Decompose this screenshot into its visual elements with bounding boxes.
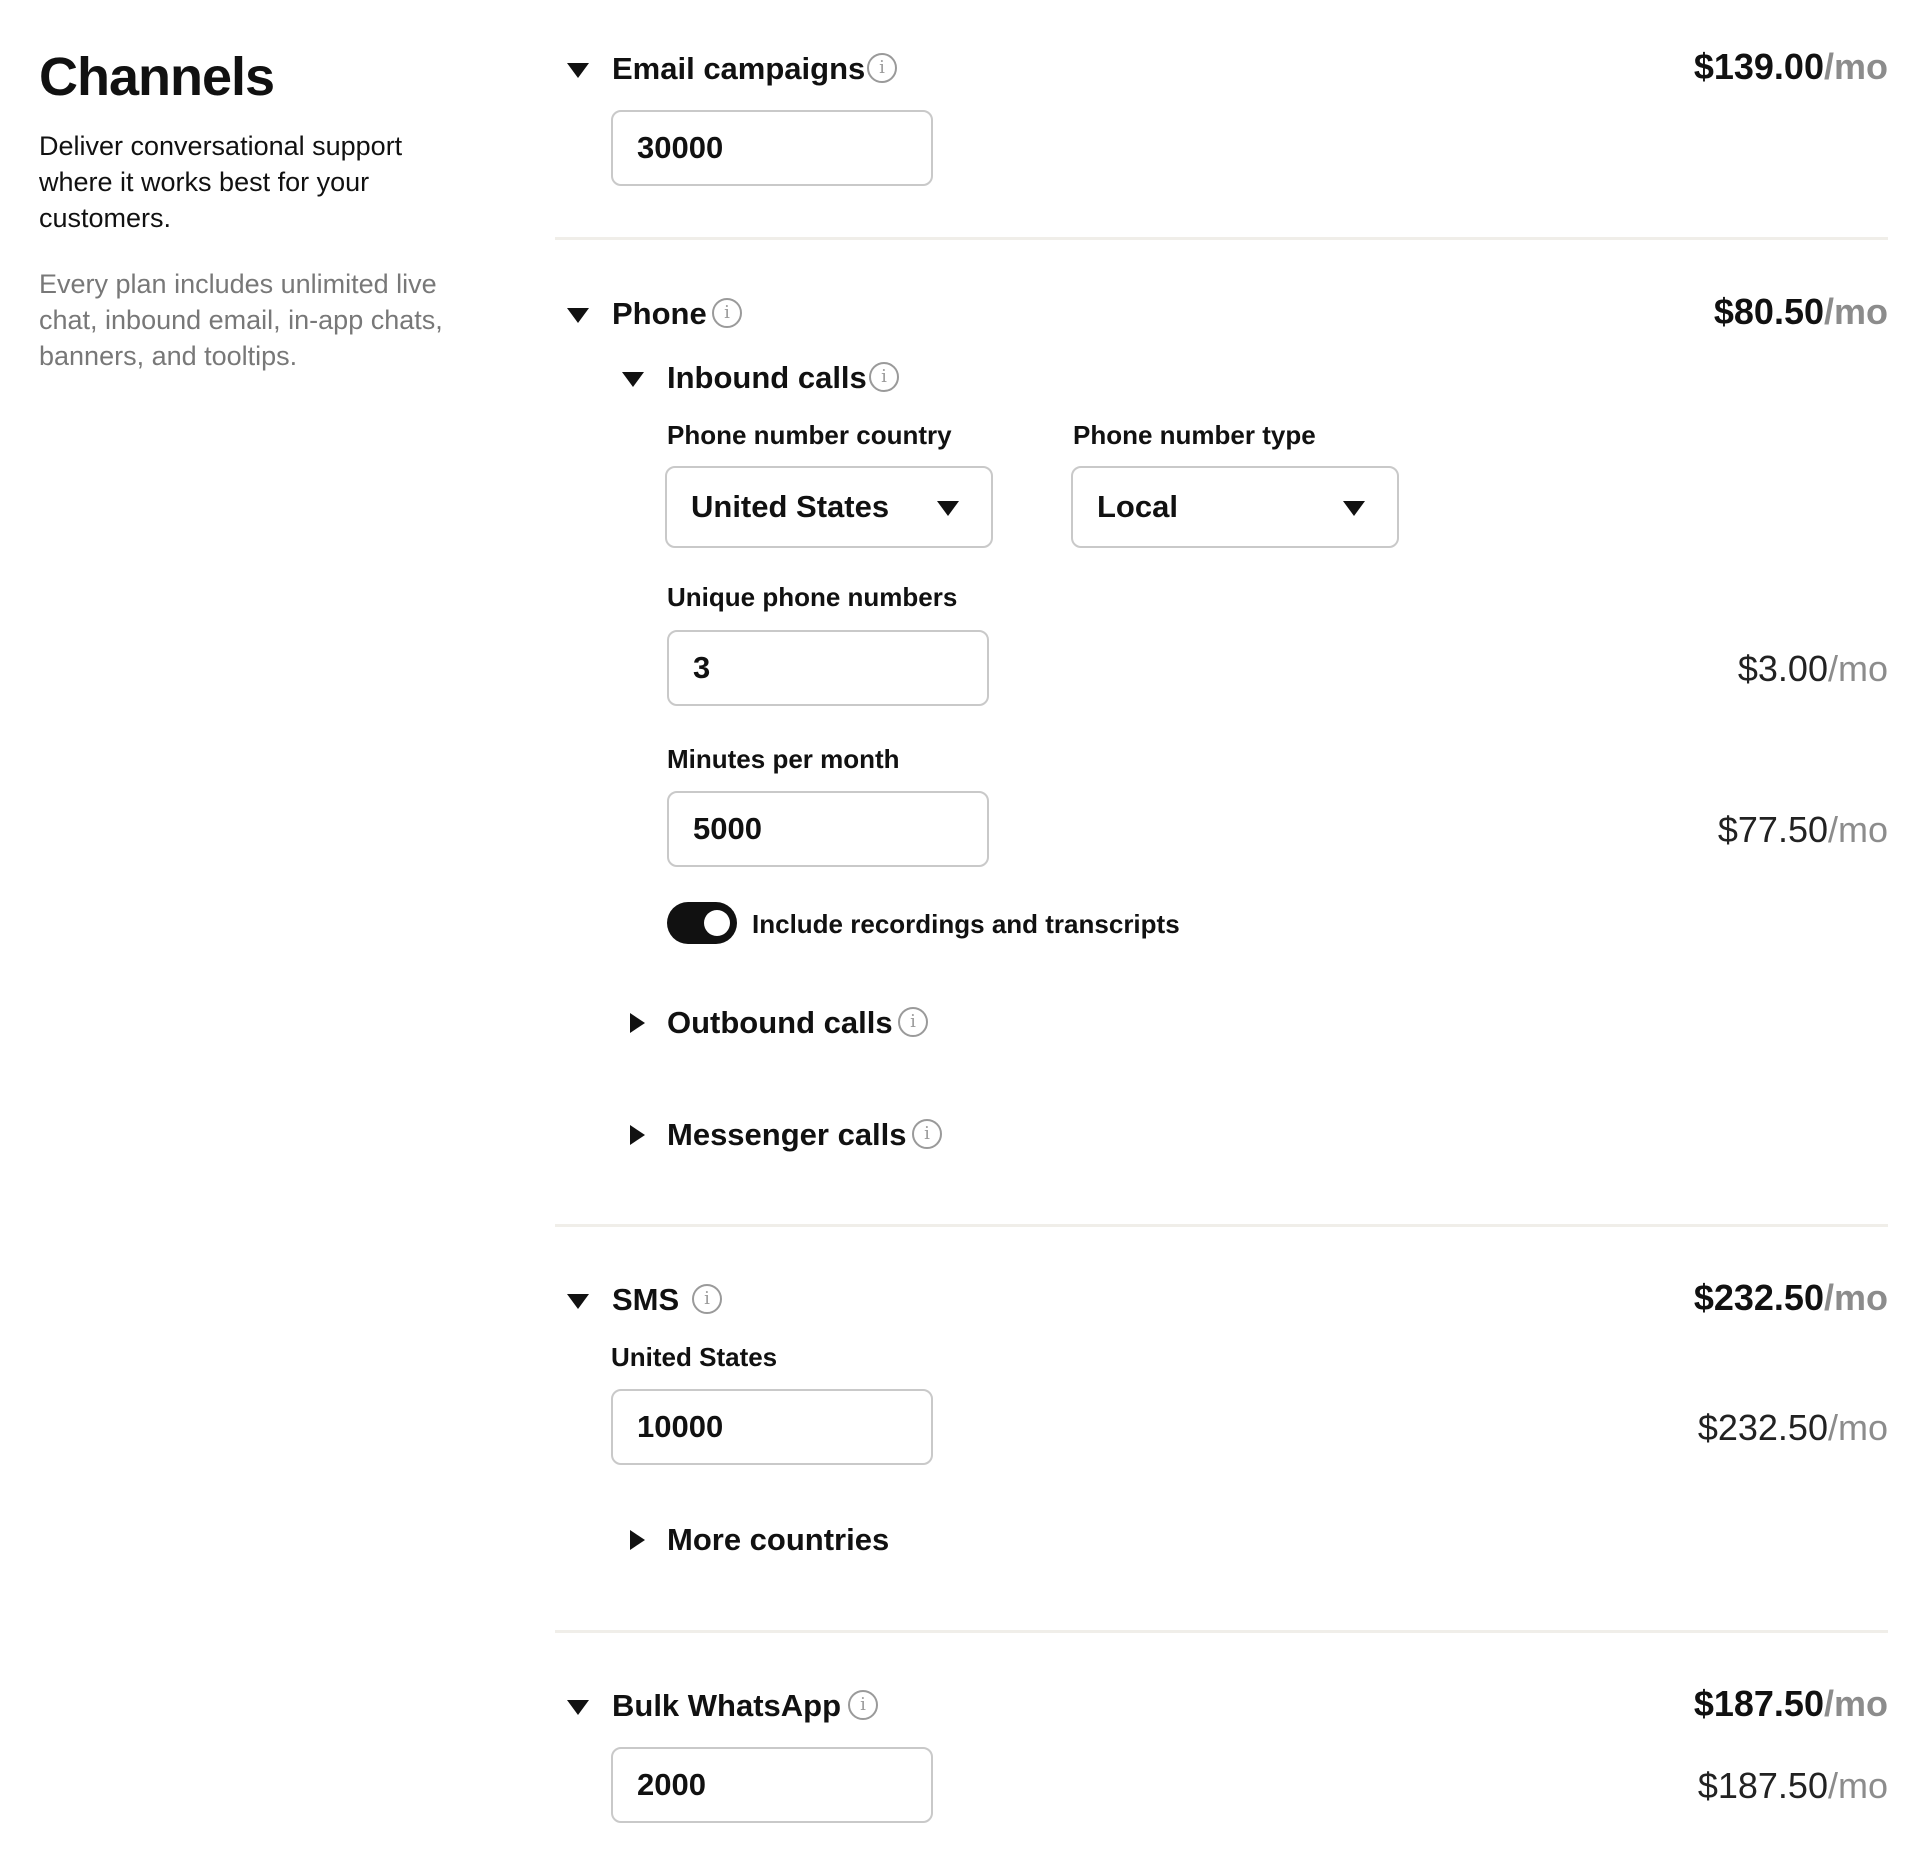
collapse-phone-icon[interactable] bbox=[567, 308, 589, 323]
sms-quantity-input[interactable]: 10000 bbox=[611, 1389, 933, 1465]
minutes-label: Minutes per month bbox=[667, 744, 900, 774]
phone-type-label: Phone number type bbox=[1073, 420, 1316, 450]
sidebar-description: Deliver conversational support where it works best for your customers. bbox=[39, 131, 403, 233]
collapse-inbound-icon[interactable] bbox=[622, 372, 644, 387]
more-countries-link[interactable]: More countries bbox=[667, 1522, 890, 1557]
section-divider bbox=[555, 1224, 1888, 1227]
sms-info-icon[interactable]: i bbox=[692, 1284, 722, 1314]
whatsapp-price: $187.50/mo bbox=[1693, 1683, 1888, 1724]
toggle-knob bbox=[704, 910, 730, 936]
unique-numbers-label: Unique phone numbers bbox=[667, 582, 958, 612]
recordings-toggle[interactable] bbox=[667, 902, 737, 944]
collapse-whatsapp-icon[interactable] bbox=[567, 1700, 589, 1715]
messenger-calls-title[interactable]: Messenger calls bbox=[667, 1117, 907, 1152]
whatsapp-quantity-input[interactable]: 2000 bbox=[611, 1747, 933, 1823]
collapse-email-icon[interactable] bbox=[567, 63, 589, 78]
outbound-calls-title[interactable]: Outbound calls bbox=[667, 1005, 893, 1040]
chevron-down-icon bbox=[937, 501, 959, 516]
unique-numbers-input[interactable]: 3 bbox=[667, 630, 989, 706]
phone-country-label: Phone number country bbox=[667, 420, 952, 450]
sms-section-title[interactable]: SMS bbox=[612, 1282, 680, 1317]
whatsapp-section-title[interactable]: Bulk WhatsApp bbox=[612, 1688, 842, 1723]
messenger-info-icon[interactable]: i bbox=[912, 1119, 942, 1149]
collapse-sms-icon[interactable] bbox=[567, 1294, 589, 1309]
inbound-info-icon[interactable]: i bbox=[869, 362, 899, 392]
expand-outbound-icon[interactable] bbox=[630, 1013, 645, 1033]
phone-country-select[interactable] bbox=[665, 466, 993, 548]
outbound-info-icon[interactable]: i bbox=[898, 1007, 928, 1037]
expand-more-countries-icon[interactable] bbox=[630, 1530, 645, 1550]
section-divider bbox=[555, 237, 1888, 240]
page-title: Channels bbox=[39, 47, 275, 107]
sidebar-note: Every plan includes unlimited live chat, inbound email, in-app chats, banners, and tooltips. bbox=[39, 269, 443, 371]
unique-numbers-price: $3.00/mo bbox=[1737, 648, 1888, 689]
sms-price: $232.50/mo bbox=[1693, 1277, 1888, 1318]
email-quantity-input[interactable]: 30000 bbox=[611, 110, 933, 186]
email-section-title[interactable]: Email campaigns bbox=[612, 51, 866, 86]
phone-info-icon[interactable]: i bbox=[712, 298, 742, 328]
sms-country-label: United States bbox=[611, 1342, 778, 1372]
phone-price: $80.50/mo bbox=[1713, 291, 1888, 332]
phone-type-select[interactable] bbox=[1071, 466, 1399, 548]
phone-section-title[interactable]: Phone bbox=[612, 296, 707, 331]
email-info-icon[interactable]: i bbox=[867, 53, 897, 83]
recordings-label: Include recordings and transcripts bbox=[752, 909, 1180, 939]
expand-messenger-icon[interactable] bbox=[630, 1125, 645, 1145]
minutes-price: $77.50/mo bbox=[1717, 809, 1888, 850]
sms-country-price: $232.50/mo bbox=[1697, 1407, 1888, 1448]
whatsapp-value-price: $187.50/mo bbox=[1697, 1765, 1888, 1806]
minutes-input[interactable]: 5000 bbox=[667, 791, 989, 867]
phone-country-value: United States bbox=[691, 489, 890, 524]
inbound-calls-title[interactable]: Inbound calls bbox=[667, 360, 867, 395]
chevron-down-icon bbox=[1343, 501, 1365, 516]
email-price: $139.00/mo bbox=[1693, 46, 1888, 87]
phone-type-value: Local bbox=[1097, 489, 1178, 524]
whatsapp-info-icon[interactable]: i bbox=[848, 1690, 878, 1720]
section-divider bbox=[555, 1630, 1888, 1633]
